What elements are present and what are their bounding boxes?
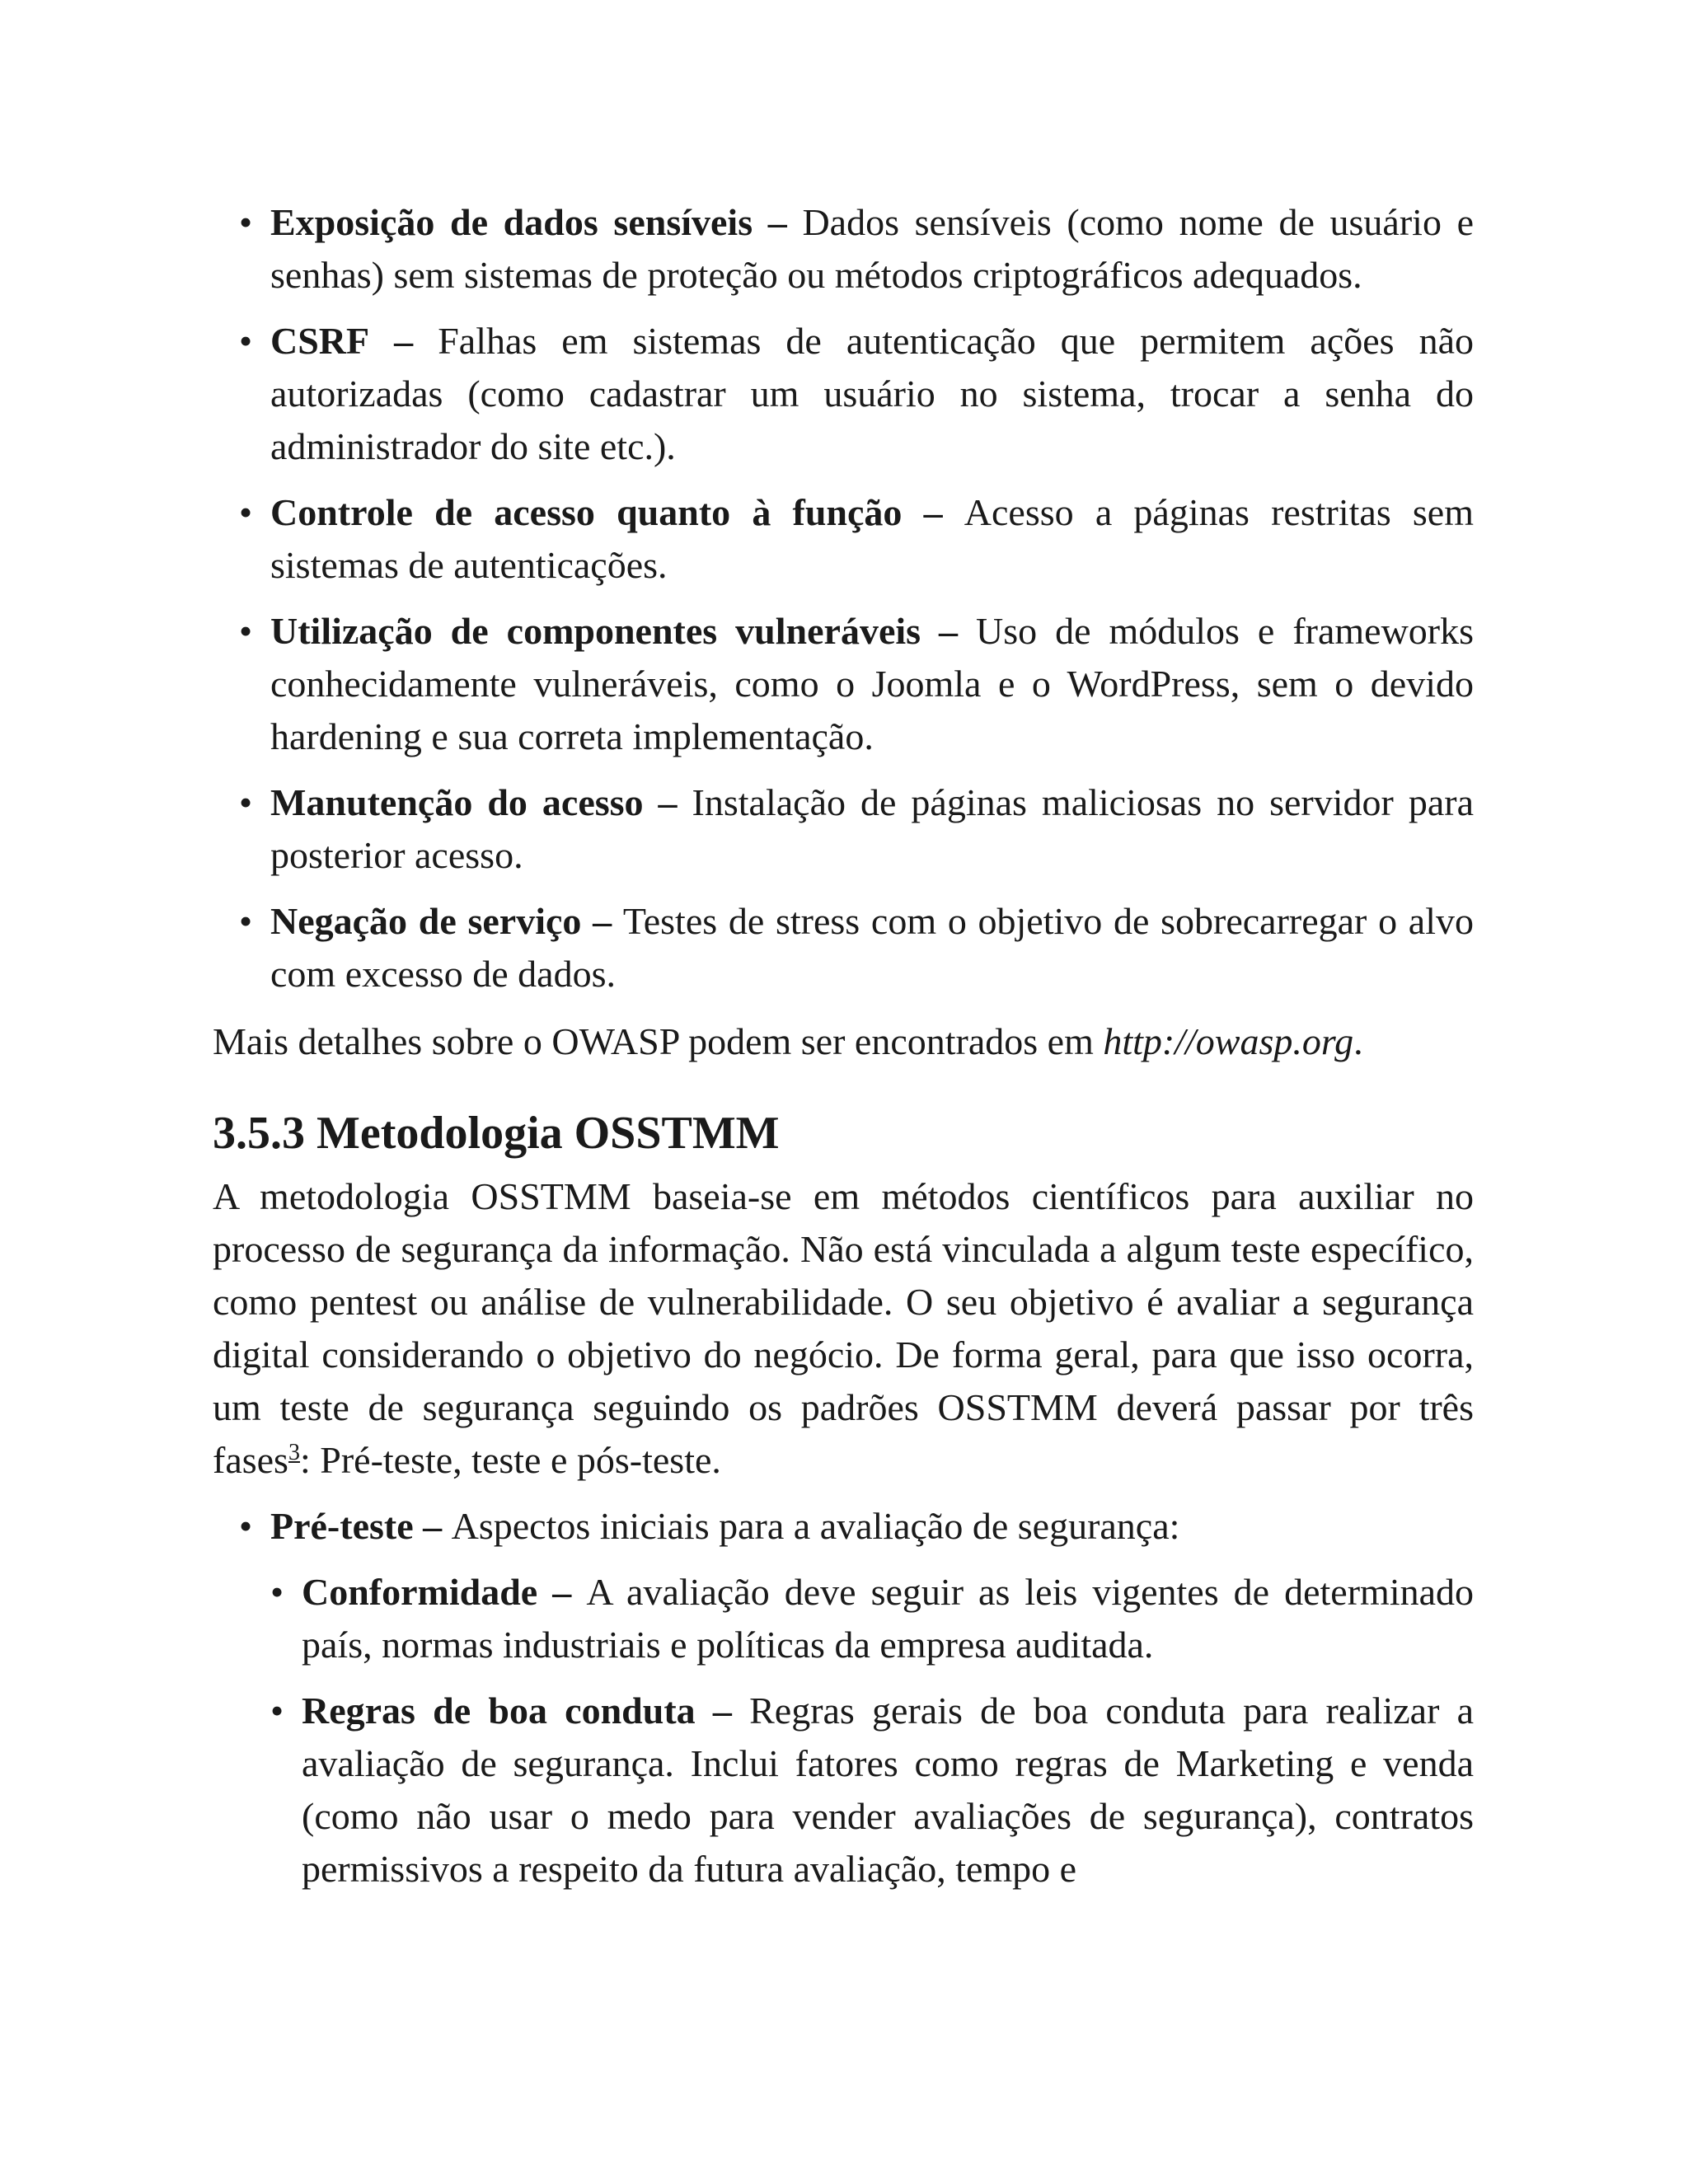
sub-list-item [213,1566,1474,1671]
owasp-note-suffix: . [1353,1020,1363,1062]
bullet-dot: • [239,491,253,533]
bullet-dot: • [239,1505,253,1547]
owasp-note [213,1015,1474,1068]
section-paragraph [213,1170,1474,1487]
item-description: Aspectos iniciais para a avaliação de segurança: [451,1505,1180,1547]
owasp-link[interactable]: http://owasp.org [1103,1020,1354,1062]
item-term: Pré-teste [270,1505,414,1547]
item-term: Exposição de dados sensíveis [270,201,753,243]
item-term: Manutenção do acesso [270,781,644,823]
item-description: Falhas em sistemas de autenticação que permitem ações não autorizadas (como cadastrar um usuário no sistema, trocar a senha do administrador do site etc.). [270,320,1475,467]
footnote-reference[interactable]: 3 [288,1440,300,1465]
item-description: Instalação de páginas maliciosas no servidor para posterior acesso. [270,781,1474,876]
osstmm-phase-list [213,1500,1474,1896]
section-heading: 3.5.3 Metodologia OSSTMM [213,1108,780,1159]
list-item [213,776,1474,882]
item-term: CSRF [270,320,370,362]
item-description: Testes de stress com o objetivo de sobrecarregar o alvo com excesso de dados. [270,900,1474,995]
paragraph-text: A metodologia OSSTMM baseia-se em métodos científicos para auxiliar no processo de segurança da informação. Não está vinculada a algum teste específico, como pentest ou análise de vulnerabilidade. O seu objetivo é avaliar a segurança digital considerando o objetivo do negócio. De forma geral, para que isso ocorra, um teste de segurança seguindo os padrões OSSTMM deverá passar por três fases [213,1175,1474,1481]
item-term: Conformidade [302,1571,538,1613]
item-term: Regras de boa conduta [302,1690,696,1732]
list-item-pre-test [213,1500,1474,1553]
list-item [213,895,1474,1001]
item-term: Negação de serviço [270,900,582,942]
bullet-dot: • [239,781,253,823]
item-description: Uso de módulos e frameworks conhecidamente vulneráveis, como o Joomla e o WordPress, sem o devido hardening e sua correta implementação. [270,610,1475,757]
item-separator: – [552,1571,587,1613]
list-item [213,486,1474,592]
item-description: Dados sensíveis (como nome de usuário e senhas) sem sistemas de proteção ou métodos criptográficos adequados. [270,201,1475,296]
item-separator: – [712,1690,750,1732]
item-description: Regras gerais de boa conduta para realizar a avaliação de segurança. Inclui fatores como regras de Marketing e venda (como não usar o medo para vender avaliações de segurança), contratos permissivos a respeito da futura avaliação, tempo e [302,1690,1475,1890]
item-description: A avaliação deve seguir as leis vigentes de determinado país, normas industriais e políticas da empresa auditada. [302,1571,1475,1666]
list-item [213,605,1474,763]
bullet-dot: • [239,320,253,362]
item-separator: – [939,610,977,652]
item-separator: – [767,201,803,243]
item-separator: – [658,781,692,823]
bullet-dot: • [239,201,253,243]
item-separator: – [394,320,438,362]
item-description: Acesso a páginas restritas sem sistemas de autenticações. [270,491,1474,586]
paragraph-tail: : Pré-teste, teste e pós-teste. [299,1439,721,1481]
list-item [213,196,1474,302]
item-separator: – [423,1505,452,1547]
document-page [213,196,1474,1909]
item-term: Utilização de componentes vulneráveis [270,610,921,652]
bullet-dot: • [239,610,253,652]
list-item [213,315,1474,473]
owasp-risk-list [213,196,1474,1001]
item-separator: – [593,900,623,942]
bullet-dot: • [270,1690,284,1732]
sub-list-item [213,1685,1474,1896]
item-separator: – [923,491,964,533]
item-term: Controle de acesso quanto à função [270,491,903,533]
bullet-dot: • [239,900,253,942]
owasp-note-prefix: Mais detalhes sobre o OWASP podem ser encontrados em [213,1020,1104,1062]
bullet-dot: • [270,1571,284,1613]
